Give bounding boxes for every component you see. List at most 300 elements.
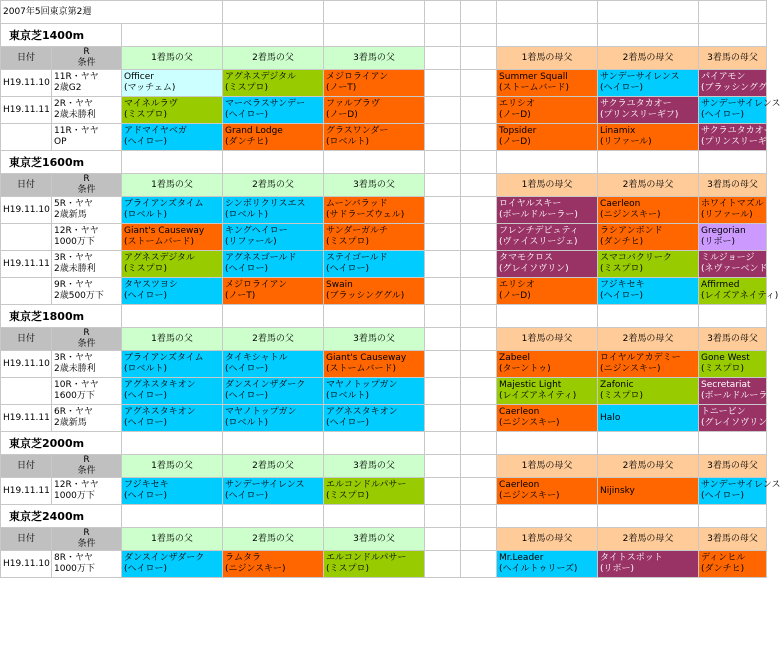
sire-line: (ロベルト) <box>326 391 370 401</box>
header-dam-sire: 2着馬の母父 <box>598 328 699 351</box>
race-row <box>1 378 767 405</box>
race-number: 3R・ヤヤ <box>54 253 93 263</box>
empty-cell <box>122 24 223 47</box>
horse-name: ダンスインザダーク <box>124 553 205 563</box>
empty-cell <box>324 24 425 47</box>
empty-cell <box>497 151 598 174</box>
sire-line: (ブラッシンググル) <box>701 83 780 93</box>
horse-name: マヤノトップガン <box>326 380 398 390</box>
sire-line: (ノーD) <box>326 110 358 120</box>
race-row <box>1 197 767 224</box>
sire-cell <box>223 224 324 251</box>
empty-cell <box>425 97 461 124</box>
header-date: 日付 <box>1 528 52 551</box>
empty-cell <box>425 47 461 70</box>
empty-cell <box>461 351 497 378</box>
header-row <box>1 528 767 551</box>
empty-cell <box>425 174 461 197</box>
horse-name: タヤスツヨシ <box>124 280 178 290</box>
sire-line: (ロベルト) <box>124 364 168 374</box>
race-condition: 1000万下 <box>54 237 95 247</box>
empty-cell <box>699 151 767 174</box>
sire-line: (ロベルト) <box>225 210 269 220</box>
empty-cell <box>425 351 461 378</box>
dam-sire-cell <box>598 405 699 432</box>
sire-line: (リファール) <box>600 137 652 147</box>
empty-cell <box>425 197 461 224</box>
sire-line: (ミスプロ) <box>600 264 644 274</box>
race-number: 11R・ヤヤ <box>54 72 99 82</box>
empty-cell <box>223 305 324 328</box>
sire-line: (ヘイロー) <box>124 137 168 147</box>
horse-name: サンデーサイレンス <box>701 99 780 109</box>
empty-cell <box>425 278 461 305</box>
sire-line: (ミスプロ) <box>326 491 370 501</box>
header-date: 日付 <box>1 455 52 478</box>
sire-cell <box>324 551 425 578</box>
dam-sire-cell <box>497 197 598 224</box>
dam-sire-cell <box>497 378 598 405</box>
horse-name: Secretariat <box>701 380 751 390</box>
horse-name: Giant's Causeway <box>124 226 205 236</box>
empty-cell <box>425 328 461 351</box>
race-condition: 2歳未勝利 <box>54 264 96 274</box>
empty-cell <box>425 455 461 478</box>
sire-line: (ヘイロー) <box>326 418 370 428</box>
race-info <box>52 478 122 505</box>
sire-cell <box>324 251 425 278</box>
sire-cell <box>122 278 223 305</box>
header-race-cond: 条件 <box>77 339 96 349</box>
empty-cell <box>461 278 497 305</box>
sire-line: (ストームバード) <box>326 364 397 374</box>
sire-cell <box>122 97 223 124</box>
empty-cell <box>324 305 425 328</box>
empty-cell <box>461 197 497 224</box>
horse-name: フジキセキ <box>124 480 169 490</box>
header-sire: 3着馬の父 <box>324 47 425 70</box>
horse-name: ラシアンボンド <box>600 226 663 236</box>
race-number: 12R・ヤヤ <box>54 480 99 490</box>
dam-sire-cell <box>699 278 779 305</box>
empty-cell <box>461 24 497 47</box>
race-info <box>52 378 122 405</box>
header-dam-sire: 3着馬の母父 <box>699 328 767 351</box>
dam-sire-cell <box>598 251 699 278</box>
empty-cell <box>324 505 425 528</box>
horse-name: Gone West <box>701 353 750 363</box>
sire-cell <box>223 124 324 151</box>
dam-sire-cell <box>699 405 771 432</box>
horse-name: サンデーサイレンス <box>225 480 305 490</box>
header-dam-sire: 2着馬の母父 <box>598 174 699 197</box>
horse-name: サクラユタカオー <box>701 126 773 136</box>
race-info <box>52 224 122 251</box>
header-dam-sire: 1着馬の母父 <box>497 47 598 70</box>
dam-sire-cell <box>497 224 598 251</box>
dam-sire-cell <box>598 224 699 251</box>
race-number: 3R・ヤヤ <box>54 353 93 363</box>
sire-line: (ミスプロ) <box>124 264 168 274</box>
race-info <box>52 124 122 151</box>
sire-line: (ニジンスキー) <box>499 491 560 501</box>
horse-name: ムーンバラッド <box>326 199 388 209</box>
sire-cell <box>324 197 425 224</box>
horse-name: アドマイヤベガ <box>124 126 187 136</box>
empty-cell <box>598 505 699 528</box>
empty-cell <box>699 24 767 47</box>
sire-line: (ニジンスキー) <box>225 564 286 574</box>
sire-line: (ヘイロー) <box>225 264 269 274</box>
sire-cell <box>122 124 223 151</box>
empty-cell <box>324 151 425 174</box>
horse-name: ステイゴールド <box>326 253 388 263</box>
header-date: 日付 <box>1 328 52 351</box>
race-condition: 1000万下 <box>54 564 95 574</box>
sire-line: (リファール) <box>701 210 753 220</box>
horse-name: Giant's Causeway <box>326 353 407 363</box>
race-date: H19.11.11 <box>1 405 52 432</box>
race-condition: OP <box>54 137 67 147</box>
sire-line: (ロベルト) <box>225 418 269 428</box>
horse-name: ラムタラ <box>225 553 261 563</box>
sire-line: (ロベルト) <box>326 137 370 147</box>
sire-cell <box>223 251 324 278</box>
sire-line: (ニジンスキー) <box>600 210 661 220</box>
sire-line: (リファール) <box>225 237 277 247</box>
horse-name: シンボリクリスエス <box>225 199 306 209</box>
header-sire: 3着馬の父 <box>324 174 425 197</box>
page-title: 2007年5回東京第2週 <box>1 1 223 24</box>
race-number: 8R・ヤヤ <box>54 553 93 563</box>
header-dam-sire: 3着馬の母父 <box>699 47 767 70</box>
race-condition: 2歳未勝利 <box>54 110 96 120</box>
sire-line: (ボールドルーラー) <box>701 391 780 401</box>
sire-cell <box>223 70 324 97</box>
dam-sire-cell <box>497 351 598 378</box>
header-race-cond: 条件 <box>77 539 96 549</box>
sire-cell <box>324 351 425 378</box>
sire-line: (ニジンスキー) <box>499 418 560 428</box>
sire-line: (ミスプロ) <box>225 83 269 93</box>
empty-cell <box>425 124 461 151</box>
sire-cell <box>324 278 425 305</box>
empty-cell <box>461 455 497 478</box>
sire-cell <box>122 551 223 578</box>
horse-name: フジキセキ <box>600 280 645 290</box>
header-sire: 2着馬の父 <box>223 328 324 351</box>
horse-name: サンデーサイレンス <box>600 72 680 82</box>
dam-sire-cell <box>497 478 598 505</box>
sire-cell <box>122 251 223 278</box>
horse-name: Zafonic <box>600 380 634 390</box>
section-title: 東京芝1800m <box>1 305 122 328</box>
header-sire: 1着馬の父 <box>122 47 223 70</box>
header-sire: 3着馬の父 <box>324 528 425 551</box>
sire-cell <box>223 405 324 432</box>
sire-line: (ヘイロー) <box>326 264 370 274</box>
sire-line: (ミスプロ) <box>326 237 370 247</box>
header-sire: 1着馬の父 <box>122 455 223 478</box>
header-race <box>52 174 122 197</box>
empty-cell <box>598 432 699 455</box>
race-number: 9R・ヤヤ <box>54 280 93 290</box>
sire-cell <box>122 351 223 378</box>
sire-line: (ヘイロー) <box>124 564 168 574</box>
sire-line: (ヘイロー) <box>701 110 745 120</box>
race-row <box>1 478 767 505</box>
empty-cell <box>699 432 767 455</box>
race-number: 10R・ヤヤ <box>54 380 99 390</box>
horse-name: マーベラスサンデー <box>225 99 306 109</box>
race-number: 6R・ヤヤ <box>54 407 93 417</box>
race-condition: 1000万下 <box>54 491 95 501</box>
section-title: 東京芝2000m <box>1 432 122 455</box>
section-title: 東京芝1400m <box>1 24 122 47</box>
header-row <box>1 174 767 197</box>
race-condition: 1600万下 <box>54 391 95 401</box>
horse-name: Affirmed <box>701 280 740 290</box>
horse-name: ダンスインザダーク <box>225 380 306 390</box>
race-info <box>52 97 122 124</box>
sire-cell <box>223 551 324 578</box>
dam-sire-cell <box>598 551 699 578</box>
dam-sire-cell <box>497 551 598 578</box>
horse-name: キングヘイロー <box>225 226 288 236</box>
empty-cell <box>497 432 598 455</box>
sire-line: (ヘイロー) <box>225 391 269 401</box>
horse-name: アグネスゴールド <box>225 253 297 263</box>
dam-sire-cell <box>699 70 780 97</box>
header-sire: 2着馬の父 <box>223 47 324 70</box>
header-sire: 1着馬の父 <box>122 328 223 351</box>
empty-cell <box>425 405 461 432</box>
horse-name: アグネスタキオン <box>326 407 398 417</box>
horse-name: Topsider <box>499 126 537 136</box>
sire-line: (ミスプロ) <box>124 110 168 120</box>
empty-cell <box>699 505 767 528</box>
empty-cell <box>461 151 497 174</box>
sire-cell <box>223 351 324 378</box>
race-condition: 2歳新馬 <box>54 210 87 220</box>
sire-line: (ヘイロー) <box>225 491 269 501</box>
sire-line: (ノーD) <box>499 291 531 301</box>
sire-line: (ブラッシンググル) <box>326 291 405 301</box>
sire-cell <box>223 378 324 405</box>
sire-line: (ミスプロ) <box>600 391 644 401</box>
horse-name: Halo <box>600 412 621 423</box>
horse-name: ホワイトマズル <box>701 199 764 209</box>
header-race-cond: 条件 <box>77 466 96 476</box>
header-dam-sire: 3着馬の母父 <box>699 455 767 478</box>
race-condition: 2歳未勝利 <box>54 364 96 374</box>
sire-line: (ストームバード) <box>124 237 195 247</box>
horse-name: Officer <box>124 72 154 82</box>
empty-cell <box>497 305 598 328</box>
empty-cell <box>461 432 497 455</box>
sire-line: (ヘイルトゥリーズ) <box>499 564 578 574</box>
horse-name: Grand Lodge <box>225 126 283 136</box>
empty-cell <box>461 47 497 70</box>
race-date: H19.11.10 <box>1 70 52 97</box>
empty-cell <box>598 305 699 328</box>
empty-cell <box>461 224 497 251</box>
sire-cell <box>324 70 425 97</box>
header-dam-sire: 1着馬の母父 <box>497 328 598 351</box>
sire-line: (ヘイロー) <box>600 83 644 93</box>
sire-line: (ノーT) <box>326 83 357 93</box>
header-dam-sire: 3着馬の母父 <box>699 528 767 551</box>
race-date: H19.11.10 <box>1 351 52 378</box>
horse-name: エルコンドルパサー <box>326 553 407 563</box>
horse-name: グラスワンダー <box>326 126 389 136</box>
section-title-row <box>1 305 767 328</box>
empty-cell <box>461 505 497 528</box>
section-title: 東京芝2400m <box>1 505 122 528</box>
empty-cell <box>122 151 223 174</box>
race-info <box>52 197 122 224</box>
horse-name: Linamix <box>600 126 636 136</box>
dam-sire-cell <box>497 405 598 432</box>
header-sire: 3着馬の父 <box>324 455 425 478</box>
horse-name: Caerleon <box>600 199 641 209</box>
dam-sire-cell <box>497 251 598 278</box>
header-sire: 3着馬の父 <box>324 328 425 351</box>
horse-name: Caerleon <box>499 480 540 490</box>
dam-sire-cell <box>598 278 699 305</box>
race-info <box>52 70 122 97</box>
sire-line: (ヘイロー) <box>225 110 269 120</box>
empty-cell <box>461 174 497 197</box>
horse-name: トニービン <box>701 407 746 417</box>
empty-cell <box>122 432 223 455</box>
empty-cell <box>461 305 497 328</box>
race-date <box>1 124 52 151</box>
horse-name: Gregorian <box>701 226 746 236</box>
empty-cell <box>425 224 461 251</box>
empty-cell <box>425 528 461 551</box>
race-condition: 2歳新馬 <box>54 418 87 428</box>
race-row <box>1 97 767 124</box>
horse-name: Caerleon <box>499 407 540 417</box>
horse-name: ロイヤルアカデミー <box>600 353 681 363</box>
header-sire: 2着馬の父 <box>223 528 324 551</box>
sire-line: (ネヴァーベンド) <box>701 264 771 274</box>
header-dam-sire: 2着馬の母父 <box>598 528 699 551</box>
race-date: H19.11.10 <box>1 197 52 224</box>
horse-name: エリシオ <box>499 99 536 109</box>
empty-cell <box>461 551 497 578</box>
dam-sire-cell <box>598 378 699 405</box>
sire-cell <box>324 224 425 251</box>
horse-name: メジロライアン <box>326 72 389 82</box>
horse-name: ロイヤルスキー <box>499 199 562 209</box>
header-row <box>1 328 767 351</box>
horse-name: Summer Squall <box>499 72 568 82</box>
race-condition: 2歳500万下 <box>54 291 104 301</box>
sire-line: (ヘイロー) <box>225 364 269 374</box>
dam-sire-cell <box>598 351 699 378</box>
sire-line: (ノーT) <box>225 291 256 301</box>
race-row <box>1 405 767 432</box>
header-race-r: R <box>83 455 90 465</box>
horse-name: タマモクロス <box>499 253 554 263</box>
empty-cell <box>425 251 461 278</box>
sire-line: (リボー) <box>600 564 635 574</box>
empty-cell <box>122 505 223 528</box>
header-race <box>52 47 122 70</box>
race-info <box>52 351 122 378</box>
race-date: H19.11.10 <box>1 551 52 578</box>
sire-line: (ヘイロー) <box>124 418 168 428</box>
empty-cell <box>598 24 699 47</box>
sire-cell <box>324 378 425 405</box>
sire-line: (マッチェム) <box>124 83 176 93</box>
header-race <box>52 328 122 351</box>
header-date: 日付 <box>1 174 52 197</box>
sire-line: (ノーD) <box>499 110 531 120</box>
sire-cell <box>122 224 223 251</box>
empty-cell <box>461 378 497 405</box>
race-row <box>1 551 767 578</box>
empty-cell <box>461 478 497 505</box>
sire-line: (ロベルト) <box>124 210 168 220</box>
sire-cell <box>122 405 223 432</box>
dam-sire-cell <box>598 197 699 224</box>
horse-name: ブライアンズタイム <box>124 199 204 209</box>
race-row <box>1 224 767 251</box>
header-dam-sire: 2着馬の母父 <box>598 455 699 478</box>
horse-name: ファルブラヴ <box>326 99 380 109</box>
header-race-r: R <box>83 47 90 57</box>
sire-line: (ヘイロー) <box>124 391 168 401</box>
race-row <box>1 251 767 278</box>
empty-cell <box>461 405 497 432</box>
horse-name: タイキシャトル <box>225 353 288 363</box>
dam-sire-cell <box>699 351 767 378</box>
horse-name: ブライアンズタイム <box>124 353 204 363</box>
empty-cell <box>497 505 598 528</box>
sire-line: (ヘイロー) <box>600 291 644 301</box>
sire-cell <box>122 70 223 97</box>
empty-cell <box>425 24 461 47</box>
horse-name: Majestic Light <box>499 380 562 390</box>
header-dam-sire: 1着馬の母父 <box>497 455 598 478</box>
sire-line: (ヘイロー) <box>124 491 168 501</box>
dam-sire-cell <box>699 197 767 224</box>
sire-line: (グレイソヴリン) <box>499 264 569 274</box>
dam-sire-cell <box>598 70 699 97</box>
sire-line: (ダンチヒ) <box>600 237 644 247</box>
horse-name: アグネスタキオン <box>124 407 196 417</box>
horse-name: サンデーサイレンス <box>701 480 780 490</box>
dam-sire-cell <box>699 224 767 251</box>
dam-sire-cell <box>699 478 780 505</box>
horse-name: Swain <box>326 280 353 290</box>
empty-cell <box>598 151 699 174</box>
horse-name: ディンヒル <box>701 553 746 563</box>
header-race-cond: 条件 <box>77 185 96 195</box>
sire-line: (ミスプロ) <box>326 564 370 574</box>
section-title: 東京芝1600m <box>1 151 122 174</box>
header-row <box>1 455 767 478</box>
sire-line: (グレイソヴリン) <box>701 418 771 428</box>
empty-cell <box>461 124 497 151</box>
race-number: 12R・ヤヤ <box>54 226 99 236</box>
empty-cell <box>461 528 497 551</box>
race-number: 5R・ヤヤ <box>54 199 93 209</box>
empty-cell <box>122 305 223 328</box>
